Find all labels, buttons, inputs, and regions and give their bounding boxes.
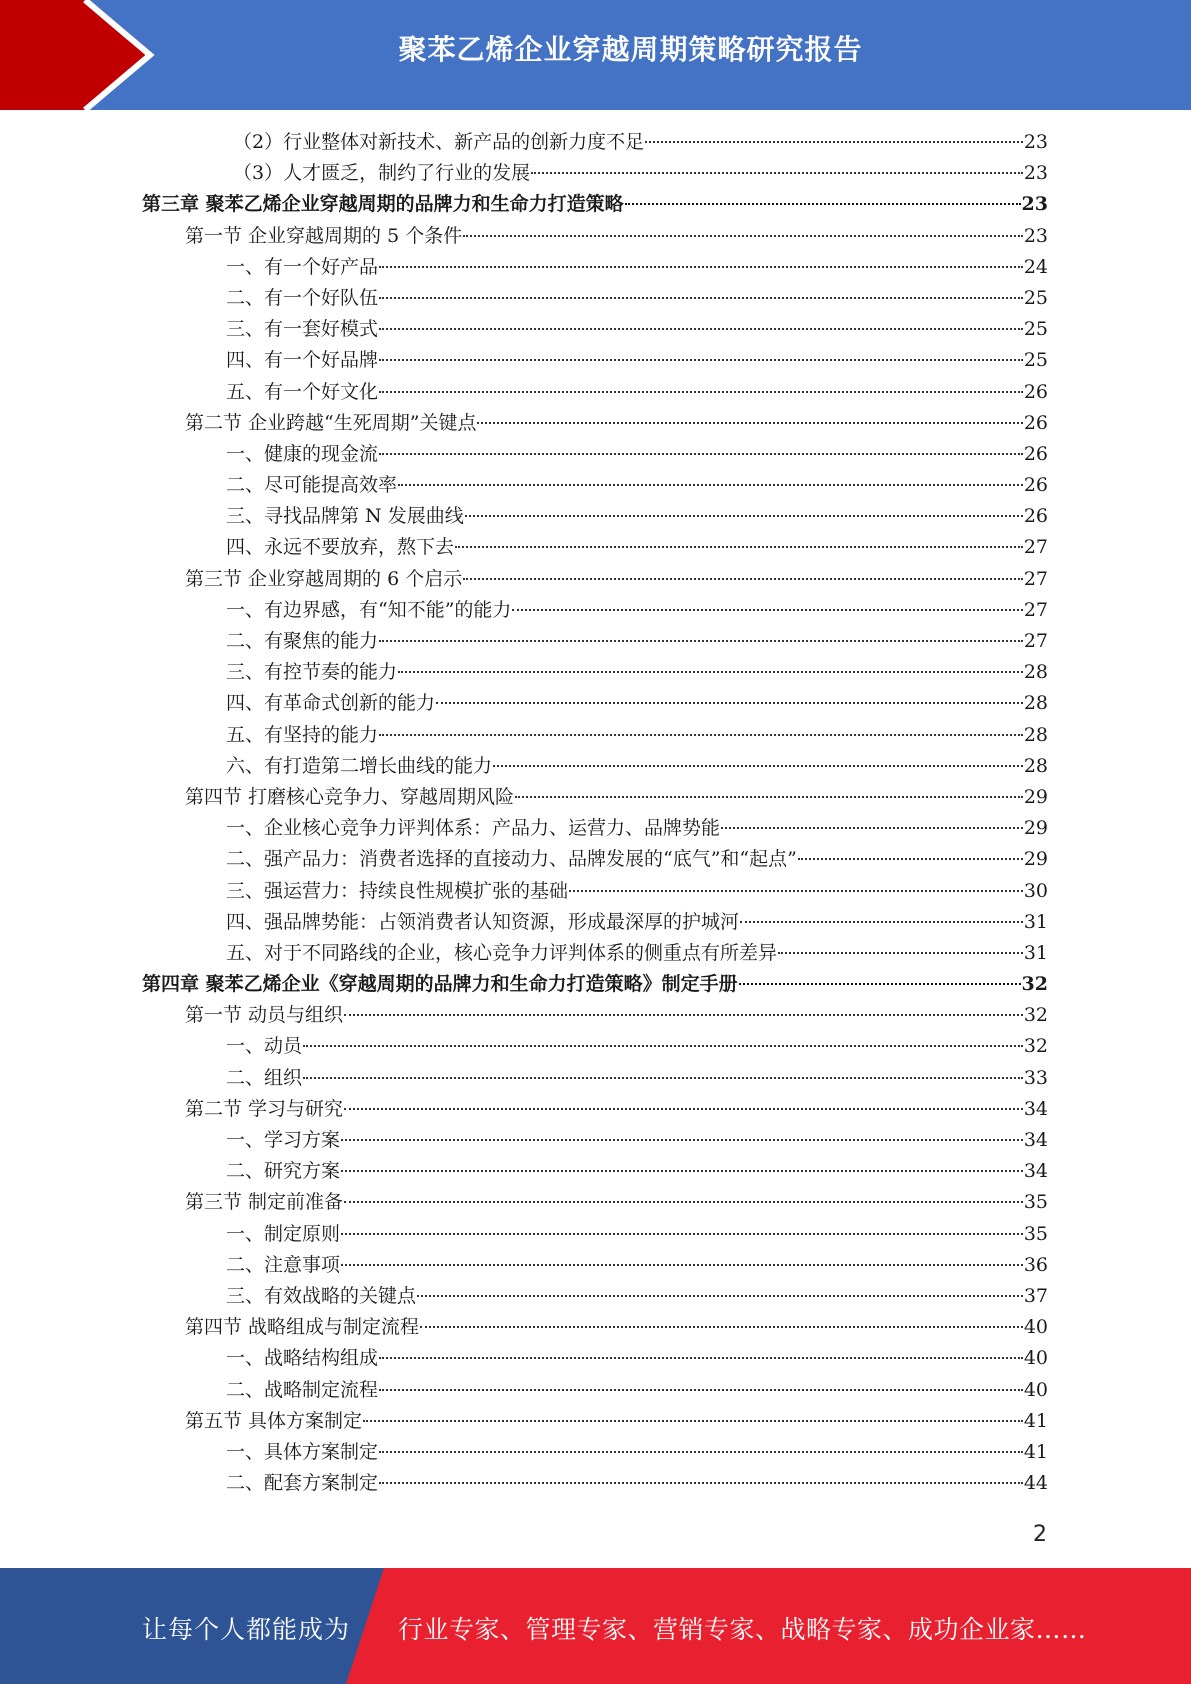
toc-entry-page: 34: [1023, 1160, 1048, 1183]
toc-entry-page: 44: [1023, 1472, 1048, 1495]
toc-dot-leader: [341, 1233, 1023, 1235]
footer-slogan-left: 让每个人都能成为: [142, 1615, 351, 1644]
toc-entry-label: 六、有打造第二增长曲线的能力: [226, 754, 493, 777]
toc-entry[interactable]: [0, 189, 1191, 220]
toc-entry-page: 23: [1021, 193, 1048, 216]
toc-entry[interactable]: [0, 501, 1191, 532]
toc-dot-leader: [493, 765, 1023, 767]
toc-entry[interactable]: [0, 1250, 1191, 1281]
toc-entry-page: 23: [1023, 131, 1048, 153]
toc-dot-leader: [515, 796, 1023, 798]
toc-entry[interactable]: [0, 345, 1191, 376]
toc-entry-label: 第五节 具体方案制定: [185, 1409, 363, 1432]
toc-entry-page: 24: [1023, 255, 1048, 278]
toc-entry-label: 二、注意事项: [226, 1253, 341, 1276]
toc-entry[interactable]: [0, 1000, 1191, 1031]
toc-dot-leader: [379, 328, 1023, 330]
toc-dot-leader: [778, 952, 1023, 954]
toc-entry[interactable]: [0, 595, 1191, 626]
toc-entry-page: 25: [1023, 318, 1048, 341]
toc-entry-page: 27: [1023, 567, 1048, 590]
toc-dot-leader: [721, 827, 1023, 829]
toc-entry[interactable]: [0, 1031, 1191, 1062]
toc-entry-label: 四、有革命式创新的能力: [226, 692, 436, 715]
toc-entry[interactable]: [0, 1281, 1191, 1312]
toc-dot-leader: [477, 422, 1022, 424]
toc-entry[interactable]: [0, 813, 1191, 844]
toc-dot-leader: [569, 890, 1023, 892]
toc-entry-page: 40: [1023, 1347, 1048, 1370]
toc-dot-leader: [463, 578, 1023, 580]
toc-entry[interactable]: [0, 1343, 1191, 1374]
toc-entry-label: 二、尽可能提高效率: [226, 474, 398, 497]
toc-entry-page: 40: [1023, 1316, 1048, 1339]
toc-entry-page: 35: [1023, 1191, 1048, 1214]
toc-entry-page: 41: [1023, 1409, 1048, 1432]
toc-dot-leader: [341, 1139, 1023, 1141]
toc-dot-leader: [379, 640, 1023, 642]
toc-entry-page: 31: [1023, 941, 1048, 964]
toc-entry-label: （2）行业整体对新技术、新产品的创新力度不足: [233, 131, 645, 153]
toc-entry-label: 二、配套方案制定: [226, 1472, 379, 1495]
page-header: [0, 0, 1191, 110]
toc-entry[interactable]: [0, 1125, 1191, 1156]
toc-entry-page: 25: [1023, 286, 1048, 309]
toc-entry-label: 二、战略制定流程: [226, 1378, 379, 1401]
toc-dot-leader: [455, 546, 1023, 548]
toc-entry[interactable]: [0, 720, 1191, 751]
toc-entry-page: 27: [1023, 630, 1048, 652]
toc-entry[interactable]: [0, 626, 1191, 657]
toc-entry[interactable]: [0, 1312, 1191, 1343]
toc-entry[interactable]: [0, 1219, 1191, 1250]
toc-entry-label: 第四章 聚苯乙烯企业《穿越周期的品牌力和生命力打造策略》制定手册: [142, 973, 738, 996]
toc-dot-leader: [463, 235, 1023, 237]
toc-entry-label: 一、战略结构组成: [226, 1347, 379, 1370]
toc-entry-page: 23: [1023, 224, 1048, 247]
table-of-contents: [0, 127, 1191, 1499]
toc-entry[interactable]: [0, 158, 1191, 189]
toc-dot-leader: [420, 1326, 1023, 1328]
toc-entry[interactable]: [0, 470, 1191, 501]
toc-dot-leader: [344, 1014, 1023, 1016]
toc-dot-leader: [341, 1264, 1023, 1266]
toc-dot-leader: [379, 391, 1023, 393]
toc-entry-label: 第四节 战略组成与制定流程: [185, 1316, 420, 1339]
toc-entry-label: 一、有边界感，有“知不能”的能力: [226, 598, 512, 621]
toc-entry[interactable]: [0, 688, 1191, 719]
toc-entry[interactable]: [0, 1063, 1191, 1094]
toc-entry[interactable]: [0, 751, 1191, 782]
toc-entry-label: 三、寻找品牌第 N 发展曲线: [226, 505, 464, 528]
toc-entry-label: 二、组织: [226, 1066, 303, 1089]
toc-entry[interactable]: [0, 844, 1191, 875]
toc-entry-label: 一、动员: [226, 1035, 303, 1058]
toc-entry-page: 32: [1021, 973, 1048, 996]
toc-dot-leader: [398, 671, 1023, 673]
toc-entry[interactable]: [0, 127, 1191, 158]
toc-dot-leader: [379, 1451, 1023, 1453]
toc-entry-page: 41: [1023, 1440, 1048, 1463]
toc-entry-label: 五、有一个好文化: [226, 380, 379, 403]
toc-entry-label: 二、强产品力：消费者选择的直接动力、品牌发展的“底气”和“起点”: [226, 848, 797, 871]
toc-dot-leader: [379, 359, 1023, 361]
toc-entry[interactable]: [0, 314, 1191, 345]
toc-entry-label: 三、强运营力：持续良性规模扩张的基础: [226, 879, 569, 902]
toc-dot-leader: [303, 1045, 1023, 1047]
toc-entry[interactable]: [0, 876, 1191, 907]
toc-dot-leader: [344, 1201, 1023, 1203]
toc-dot-leader: [341, 1170, 1023, 1172]
toc-entry-page: 28: [1023, 661, 1048, 684]
toc-entry-label: 第三节 制定前准备: [185, 1191, 344, 1214]
toc-dot-leader: [436, 702, 1023, 704]
toc-dot-leader: [379, 1482, 1023, 1484]
toc-dot-leader: [645, 141, 1023, 143]
toc-entry-page: 35: [1023, 1222, 1048, 1245]
toc-dot-leader: [379, 734, 1023, 736]
toc-entry-page: 29: [1023, 785, 1048, 808]
toc-entry[interactable]: [0, 1468, 1191, 1499]
toc-entry-page: 31: [1023, 910, 1048, 933]
toc-entry-label: 五、有坚持的能力: [226, 723, 379, 746]
toc-entry-page: 29: [1023, 817, 1048, 840]
toc-dot-leader: [740, 921, 1023, 923]
toc-entry[interactable]: [0, 907, 1191, 938]
toc-entry-page: 34: [1023, 1129, 1048, 1151]
toc-entry-page: 26: [1023, 411, 1048, 434]
toc-entry[interactable]: [0, 439, 1191, 470]
toc-entry[interactable]: [0, 938, 1191, 969]
toc-entry-page: 36: [1023, 1253, 1048, 1276]
toc-entry-label: 五、对于不同路线的企业，核心竞争力评判体系的侧重点有所差异: [226, 941, 778, 964]
toc-entry-page: 26: [1023, 474, 1048, 497]
page-footer: [0, 1568, 1191, 1684]
toc-entry-page: 23: [1023, 162, 1048, 185]
toc-entry[interactable]: [0, 377, 1191, 408]
toc-entry-page: 34: [1023, 1097, 1048, 1120]
footer-slogan-right: 行业专家、管理专家、营销专家、战略专家、成功企业家……: [398, 1615, 1087, 1644]
toc-entry-label: 一、制定原则: [226, 1222, 341, 1245]
toc-entry-label: 一、企业核心竞争力评判体系：产品力、运营力、品牌势能: [226, 817, 721, 840]
toc-entry-page: 28: [1023, 754, 1048, 777]
toc-entry-page: 26: [1023, 442, 1048, 465]
toc-entry[interactable]: [0, 221, 1191, 252]
toc-dot-leader: [398, 484, 1023, 486]
toc-entry-label: 第三章 聚苯乙烯企业穿越周期的品牌力和生命力打造策略: [142, 193, 624, 216]
toc-dot-leader: [798, 858, 1023, 860]
toc-entry-page: 37: [1023, 1284, 1048, 1307]
toc-entry[interactable]: [0, 408, 1191, 439]
toc-entry[interactable]: [0, 1156, 1191, 1187]
toc-entry-page: 32: [1023, 1035, 1048, 1058]
toc-entry-label: 第一节 动员与组织: [185, 1004, 344, 1027]
toc-entry[interactable]: [0, 283, 1191, 314]
header-arrow-decoration: [0, 0, 160, 110]
toc-entry-label: 一、健康的现金流: [226, 442, 379, 465]
toc-entry[interactable]: [0, 532, 1191, 563]
toc-entry-page: 33: [1023, 1066, 1048, 1089]
toc-entry-page: 28: [1023, 692, 1048, 715]
toc-dot-leader: [363, 1420, 1023, 1422]
toc-dot-leader: [417, 1295, 1023, 1297]
toc-entry-page: 26: [1023, 505, 1048, 528]
toc-entry-label: 三、有效战略的关键点: [226, 1284, 417, 1307]
toc-entry[interactable]: [0, 1406, 1191, 1437]
page-number: 2: [1033, 1522, 1047, 1547]
toc-entry-page: 29: [1023, 848, 1048, 871]
report-title: 聚苯乙烯企业穿越周期策略研究报告: [398, 33, 863, 66]
toc-dot-leader: [512, 609, 1022, 611]
toc-entry-label: 第一节 企业穿越周期的 5 个条件: [185, 224, 463, 247]
toc-entry-page: 32: [1023, 1004, 1048, 1027]
toc-entry-label: （3）人才匮乏，制约了行业的发展: [233, 162, 531, 185]
toc-entry-label: 一、具体方案制定: [226, 1440, 379, 1463]
toc-entry-label: 二、研究方案: [226, 1160, 341, 1183]
toc-entry-page: 28: [1023, 723, 1048, 746]
toc-dot-leader: [465, 515, 1023, 517]
toc-entry-page: 27: [1023, 598, 1048, 621]
toc-entry-label: 第二节 企业跨越“生死周期”关键点: [185, 411, 477, 434]
toc-dot-leader: [531, 172, 1023, 174]
toc-entry[interactable]: [0, 1094, 1191, 1125]
toc-entry-label: 一、学习方案: [226, 1129, 341, 1151]
toc-entry[interactable]: [0, 969, 1191, 1000]
toc-entry-label: 第二节 学习与研究: [185, 1097, 344, 1120]
toc-entry-page: 26: [1023, 380, 1048, 403]
toc-dot-leader: [303, 1077, 1023, 1079]
toc-entry-label: 四、强品牌势能：占领消费者认知资源，形成最深厚的护城河: [226, 910, 740, 933]
toc-dot-leader: [379, 1357, 1023, 1359]
toc-entry[interactable]: [0, 1437, 1191, 1468]
toc-entry[interactable]: [0, 657, 1191, 688]
toc-dot-leader: [625, 203, 1021, 205]
toc-dot-leader: [379, 297, 1023, 299]
toc-dot-leader: [379, 1389, 1023, 1391]
toc-entry[interactable]: [0, 1187, 1191, 1218]
toc-entry[interactable]: [0, 782, 1191, 813]
toc-entry-label: 三、有一套好模式: [226, 318, 379, 341]
toc-entry-label: 四、永远不要放弃，熬下去: [226, 536, 455, 559]
toc-entry-label: 二、有聚焦的能力: [226, 630, 379, 652]
toc-entry[interactable]: [0, 1375, 1191, 1406]
toc-dot-leader: [739, 983, 1021, 985]
toc-entry[interactable]: [0, 564, 1191, 595]
toc-dot-leader: [379, 453, 1023, 455]
toc-entry[interactable]: [0, 252, 1191, 283]
toc-entry-page: 25: [1023, 349, 1048, 372]
toc-entry-label: 一、有一个好产品: [226, 255, 379, 278]
toc-dot-leader: [379, 266, 1023, 268]
toc-entry-page: 30: [1023, 879, 1048, 902]
toc-entry-label: 三、有控节奏的能力: [226, 661, 398, 684]
toc-entry-page: 27: [1023, 536, 1048, 559]
toc-dot-leader: [344, 1108, 1023, 1110]
toc-entry-label: 第三节 企业穿越周期的 6 个启示: [185, 567, 463, 590]
toc-entry-label: 二、有一个好队伍: [226, 286, 379, 309]
toc-entry-page: 40: [1023, 1378, 1048, 1401]
toc-entry-label: 四、有一个好品牌: [226, 349, 379, 372]
toc-entry-label: 第四节 打磨核心竞争力、穿越周期风险: [185, 785, 515, 808]
